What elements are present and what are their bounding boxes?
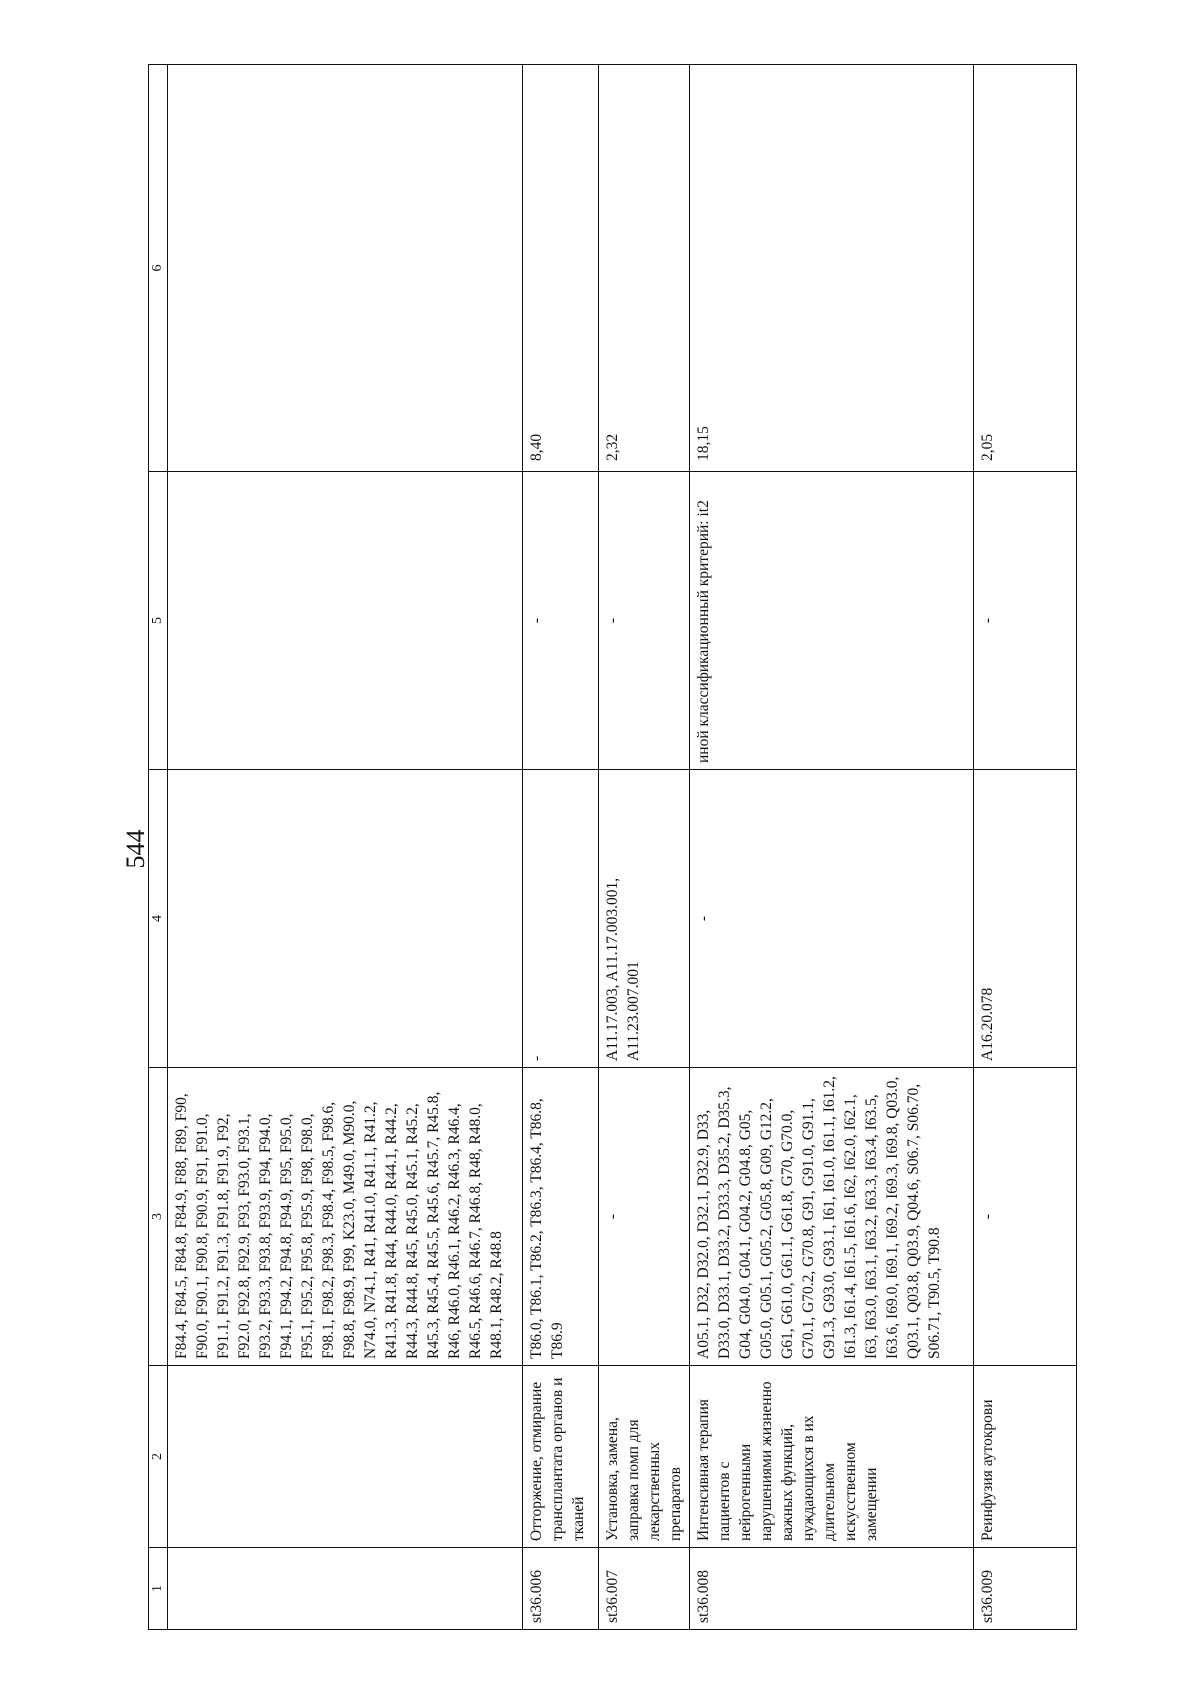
code-cell: st36.007 — [599, 1548, 690, 1630]
table-row — [599, 65, 690, 1630]
table-row — [523, 65, 599, 1630]
services-cell: - — [523, 770, 599, 1068]
criteria-cell: - — [974, 472, 1077, 770]
name-cell: Реинфузия аутокрови — [974, 1366, 1077, 1548]
icd-codes-cell: F84.4, F84.5, F84.8, F84.9, F88, F89, F90, F90.0, F90.1, F90.8, F90.9, F91, F91.0, F91.1, F91.2, F91.3, F91.8, F91.9, F92, F92.0, F92.8, F92.9, F93, F93.0, F93.1, F93.2, F93.3, F93.8, F93.9, F94, F94.0, F94.1, F94.2, F94.8, F94.9, F95, F95.0, F95.1, F95.2, F95.8, F95.9, F98, F98.0, F98.1, F98.2, F98.3, F98.4, F98.5, F98.6, F98.8, F98.9, F99, K23.0, M49.0, M90.0, N74.0, N74.1, R41, R41.0, R41.1, R41.2, R41.3, R41.8, R44, R44.0, R44.1, R44.2, R44.3, R44.8, R45, R45.0, R45.1, R45.2, R45.3, R45.4, R45.5, R45.6, R45.7, R45.8, R46, R46.0, R46.1, R46.2, R46.3, R46.4, R46.5, R46.6, R46.7, R46.8, R48, R48.0, R48.1, R48.2, R48.8 — [168, 1068, 523, 1366]
column-number: 6 — [149, 65, 168, 472]
name-cell: Интенсивная терапия пациентов с нейрогенными нарушениями жизненно важных функций, нуждающихся в их длительном искусственном замещении — [690, 1366, 974, 1548]
criteria-cell: - — [523, 472, 599, 770]
tariff-table — [148, 64, 1077, 1630]
code-cell: st36.008 — [690, 1548, 974, 1630]
rotated-table-wrapper — [148, 65, 1067, 1630]
name-cell — [168, 1366, 523, 1548]
name-cell: Отторжение, отмирание трансплантата органов и тканей — [523, 1366, 599, 1548]
column-number-row — [149, 65, 168, 1630]
coefficient-cell — [168, 65, 523, 472]
criteria-cell: - — [599, 472, 690, 770]
icd-codes-cell: - — [974, 1068, 1077, 1366]
code-cell: st36.006 — [523, 1548, 599, 1630]
services-cell: - — [690, 770, 974, 1068]
code-cell — [168, 1548, 523, 1630]
table-row — [690, 65, 974, 1630]
coefficient-cell: 8,40 — [523, 65, 599, 472]
criteria-cell — [168, 472, 523, 770]
icd-codes-cell: A05.1, D32, D32.0, D32.1, D32.9, D33, D33.0, D33.1, D33.2, D33.3, D35.2, D35.3, G04, G04.0, G04.1, G04.2, G04.8, G05, G05.0, G05.1, G05.2, G05.8, G09, G12.2, G61, G61.0, G61.1, G61.8, G70, G70.0, G70.1, G70.2, G70.8, G91, G91.0, G91.1, G91.3, G93.0, G93.1, I61, I61.0, I61.1, I61.2, I61.3, I61.4, I61.5, I61.6, I62, I62.0, I62.1, I63, I63.0, I63.1, I63.2, I63.3, I63.4, I63.5, I63.6, I69.0, I69.1, I69.2, I69.3, I69.8, Q03.0, Q03.1, Q03.8, Q03.9, Q04.6, S06.7, S06.70, S06.71, T90.5, T90.8 — [690, 1068, 974, 1366]
services-cell: A11.17.003, A11.17.003.001, A11.23.007.001 — [599, 770, 690, 1068]
icd-codes-cell: T86.0, T86.1, T86.2, T86.3, T86.4, T86.8, T86.9 — [523, 1068, 599, 1366]
services-cell — [168, 770, 523, 1068]
criteria-cell: иной классификационный критерий: it2 — [690, 472, 974, 770]
column-number: 5 — [149, 472, 168, 770]
coefficient-cell: 2,05 — [974, 65, 1077, 472]
column-number: 3 — [149, 1068, 168, 1366]
services-cell: A16.20.078 — [974, 770, 1077, 1068]
column-number: 1 — [149, 1548, 168, 1630]
coefficient-cell: 2,32 — [599, 65, 690, 472]
page-number: 544 — [121, 829, 150, 869]
column-number: 2 — [149, 1366, 168, 1548]
table-row — [974, 65, 1077, 1630]
coefficient-cell: 18,15 — [690, 65, 974, 472]
icd-codes-cell: - — [599, 1068, 690, 1366]
code-cell: st36.009 — [974, 1548, 1077, 1630]
table-row — [168, 65, 523, 1630]
column-number: 4 — [149, 770, 168, 1068]
name-cell: Установка, замена, заправка помп для лекарственных препаратов — [599, 1366, 690, 1548]
